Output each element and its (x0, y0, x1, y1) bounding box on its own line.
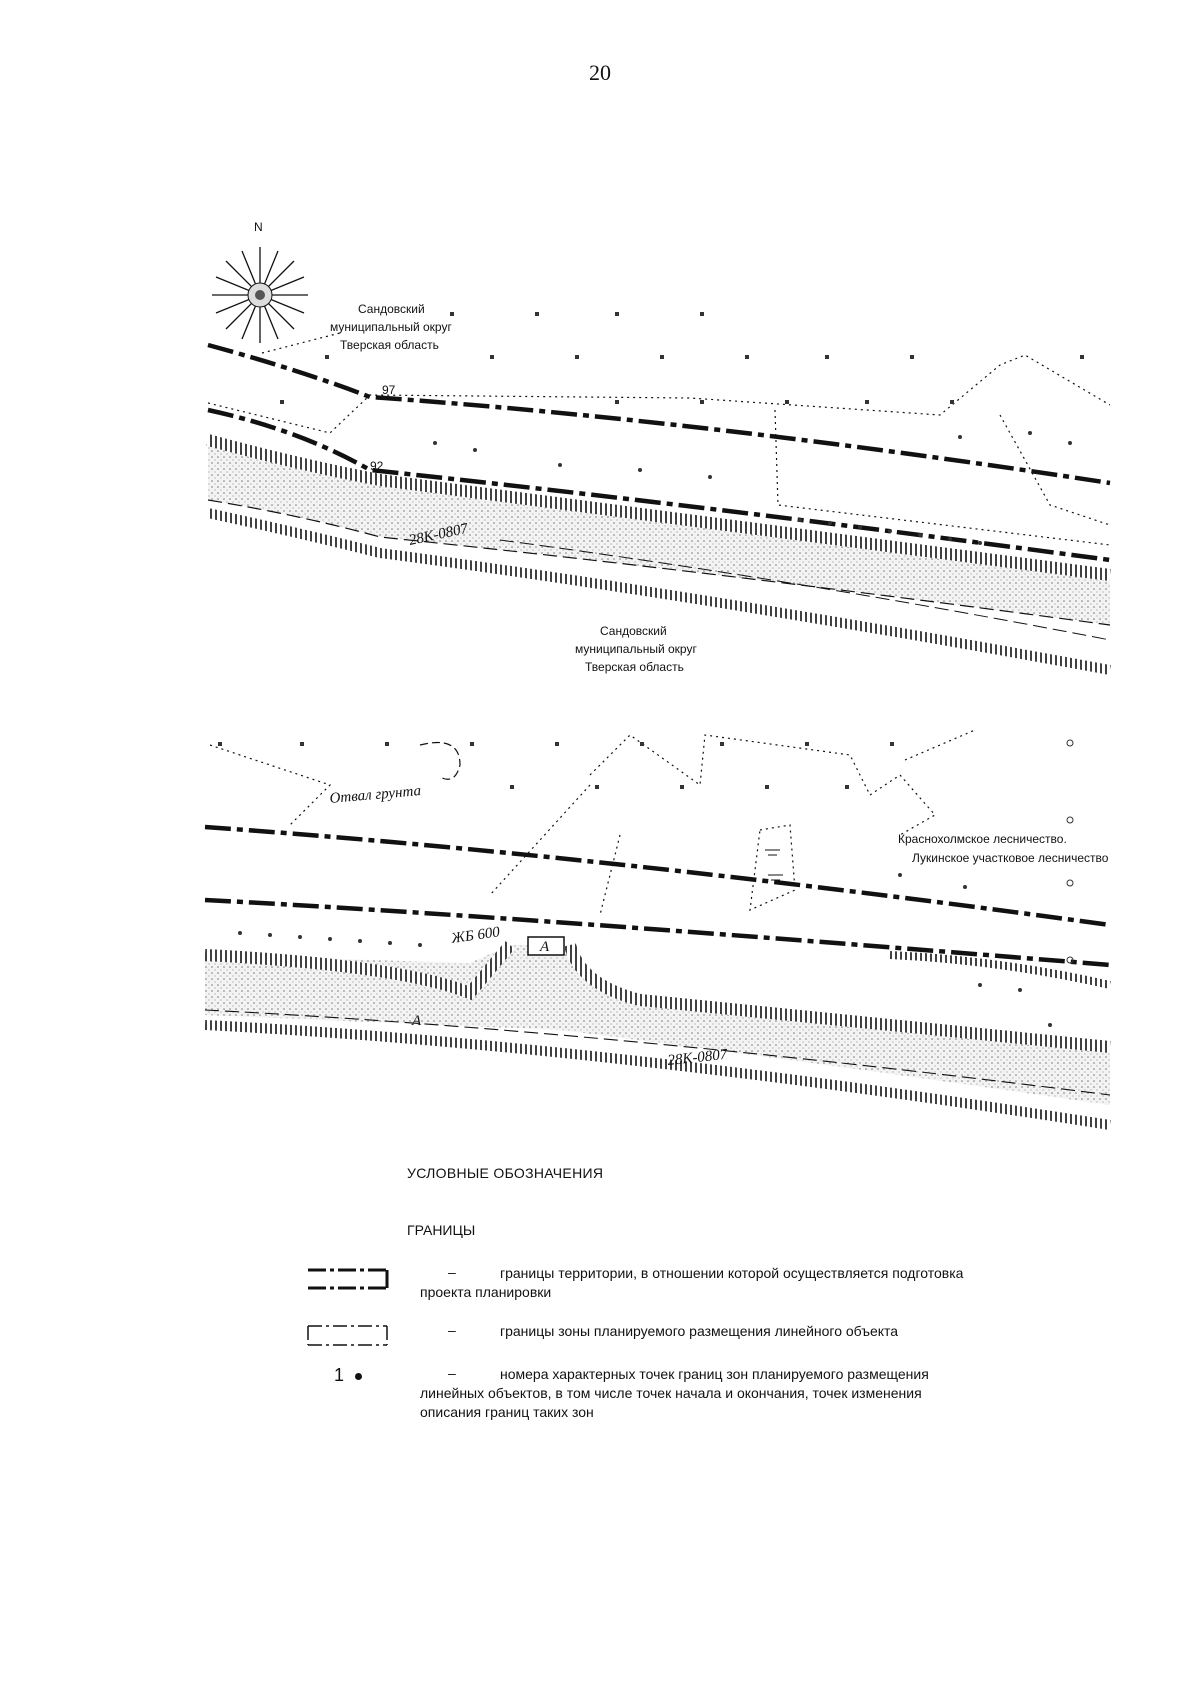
region-label-lower-line2: муниципальный округ (575, 642, 697, 656)
map-fragment-bottom (0, 725, 1200, 1135)
legend-item-placement-zone (300, 1322, 1000, 1352)
spoil-area-label: Отвал грунта (328, 783, 422, 807)
legend-item-boundary-points (300, 1365, 1000, 1435)
legend-dash: – (448, 1264, 456, 1280)
legend-dash: – (448, 1365, 456, 1381)
forestry-label-line2: Лукинское участковое лесничество (912, 851, 1109, 865)
point-marker-icon (355, 1373, 362, 1380)
legend-symbol-point (334, 1365, 362, 1386)
swamp-icon (765, 850, 783, 880)
legend-symbol-thick-dashed (300, 1264, 395, 1296)
legend-point-number: 1 (334, 1365, 345, 1385)
road-label-bottom: 28К-0807 (666, 1046, 729, 1069)
region-label-upper-line1: Сандовский (358, 302, 425, 316)
culvert-label: ЖБ 600 (450, 924, 501, 947)
region-label-lower-line1: Сандовский (600, 624, 667, 638)
legend-symbol-thin-dashed (300, 1322, 395, 1350)
zone-boundary-lower (205, 900, 1110, 965)
road-label-top: 28К-0807 (407, 520, 470, 549)
legend-text: номера характерных точек границ зон планируемого размещения линейных объектов, в том числе точек начала и окончания, точек изменения описания границ таких зон (420, 1366, 929, 1420)
region-label-upper-line3: Тверская область (340, 338, 439, 352)
road-slope-right (890, 955, 1110, 985)
compass-rose-icon (212, 247, 308, 343)
region-label-lower-line3: Тверская область (585, 660, 684, 674)
planning-boundary-dotted (210, 730, 975, 915)
point-97-label: 97 (382, 383, 396, 397)
map-fragment-top (0, 215, 1200, 685)
point-92-label: 92 (370, 459, 384, 473)
forestry-label-line1: Краснохолмское лесничество. (898, 832, 1067, 846)
legend-text: границы зоны планируемого размещения линейного объекта (500, 1323, 899, 1339)
legend-dash: – (448, 1322, 456, 1338)
legend-item-project-territory (300, 1264, 1000, 1304)
marker-a-left: А (412, 1013, 422, 1029)
compass-north-label: N (254, 220, 263, 234)
marker-a-culvert: А (540, 939, 550, 955)
page-number: 20 (589, 60, 611, 85)
legend-title: УСЛОВНЫЕ ОБОЗНАЧЕНИЯ (407, 1165, 604, 1181)
zone-boundary-upper (208, 345, 1110, 483)
legend-subtitle: ГРАНИЦЫ (407, 1222, 476, 1238)
legend-text: границы территории, в отношении которой осуществляется подготовка проекта планировки (420, 1265, 964, 1300)
spoil-area-outline (420, 743, 460, 780)
region-label-upper-line2: муниципальный округ (330, 320, 452, 334)
